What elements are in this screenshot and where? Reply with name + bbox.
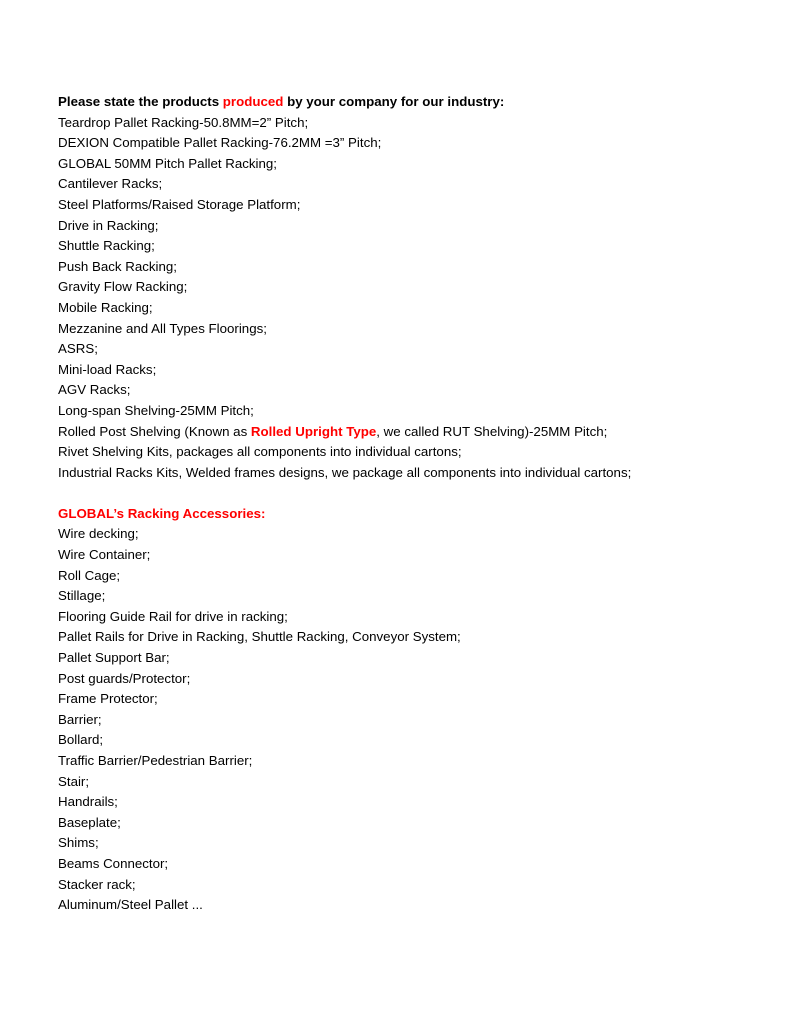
product-item: ASRS; bbox=[58, 341, 98, 357]
product-item: Rivet Shelving Kits, packages all components into individual cartons; bbox=[58, 444, 462, 460]
product-item: Mobile Racking; bbox=[58, 299, 153, 315]
product-item: Teardrop Pallet Racking-50.8MM=2” Pitch; bbox=[58, 114, 309, 130]
accessory-item: Frame Protector; bbox=[58, 691, 158, 707]
product-item: Cantilever Racks; bbox=[58, 176, 163, 192]
accessory-item: Flooring Guide Rail for drive in racking; bbox=[58, 608, 288, 624]
product-item: Mezzanine and All Types Floorings; bbox=[58, 320, 267, 336]
accessory-item: Shims; bbox=[58, 835, 99, 851]
accessory-item: Wire decking; bbox=[58, 526, 139, 542]
product-item: Mini-load Racks; bbox=[58, 361, 157, 377]
product-item-rolled-post bbox=[58, 422, 778, 443]
accessory-item: Stair; bbox=[58, 773, 90, 789]
accessory-item: Handrails; bbox=[58, 794, 118, 810]
product-item: Drive in Racking; bbox=[58, 217, 159, 233]
products-heading-highlight: produced bbox=[222, 94, 284, 109]
products-heading bbox=[58, 92, 778, 113]
product-item: Gravity Flow Racking; bbox=[58, 279, 188, 295]
accessory-item: Aluminum/Steel Pallet ... bbox=[58, 897, 203, 913]
product-item: DEXION Compatible Pallet Racking-76.2MM =3” Pitch; bbox=[58, 135, 382, 151]
products-heading-before: Please state the products bbox=[58, 94, 223, 109]
section-spacer bbox=[58, 483, 778, 504]
rolled-post-before: Rolled Post Shelving (Known as bbox=[58, 423, 251, 439]
document-page bbox=[58, 92, 778, 916]
product-item: GLOBAL 50MM Pitch Pallet Racking; bbox=[58, 155, 277, 171]
accessories-list bbox=[58, 524, 778, 915]
accessory-item: Traffic Barrier/Pedestrian Barrier; bbox=[58, 753, 253, 768]
product-item: AGV Racks; bbox=[58, 382, 131, 398]
products-heading-after: by your company for our industry: bbox=[283, 94, 505, 109]
product-item: Industrial Racks Kits, Welded frames designs, we package all components into individual cartons; bbox=[58, 464, 632, 480]
accessory-item: Wire Container; bbox=[58, 547, 151, 563]
rolled-post-after: , we called RUT Shelving)-25MM Pitch; bbox=[376, 423, 608, 439]
products-list bbox=[58, 113, 778, 484]
accessory-item: Beams Connector; bbox=[58, 855, 169, 871]
accessories-heading: GLOBAL’s Racking Accessories: bbox=[58, 505, 266, 521]
accessory-item: Bollard; bbox=[58, 732, 104, 748]
accessory-item: Pallet Rails for Drive in Racking, Shuttle Racking, Conveyor System; bbox=[58, 629, 461, 645]
accessory-item: Pallet Support Bar; bbox=[58, 650, 170, 666]
accessory-item: Stillage; bbox=[58, 588, 106, 604]
accessory-item: Barrier; bbox=[58, 711, 102, 727]
product-item: Long-span Shelving-25MM Pitch; bbox=[58, 402, 254, 418]
accessory-item: Stacker rack; bbox=[58, 876, 136, 892]
accessory-item: Roll Cage; bbox=[58, 567, 121, 583]
product-item: Push Back Racking; bbox=[58, 258, 177, 274]
product-item: Shuttle Racking; bbox=[58, 238, 155, 254]
accessory-item: Baseplate; bbox=[58, 814, 121, 830]
product-item: Steel Platforms/Raised Storage Platform; bbox=[58, 196, 301, 212]
rolled-post-highlight: Rolled Upright Type bbox=[250, 423, 377, 439]
accessory-item: Post guards/Protector; bbox=[58, 670, 191, 686]
